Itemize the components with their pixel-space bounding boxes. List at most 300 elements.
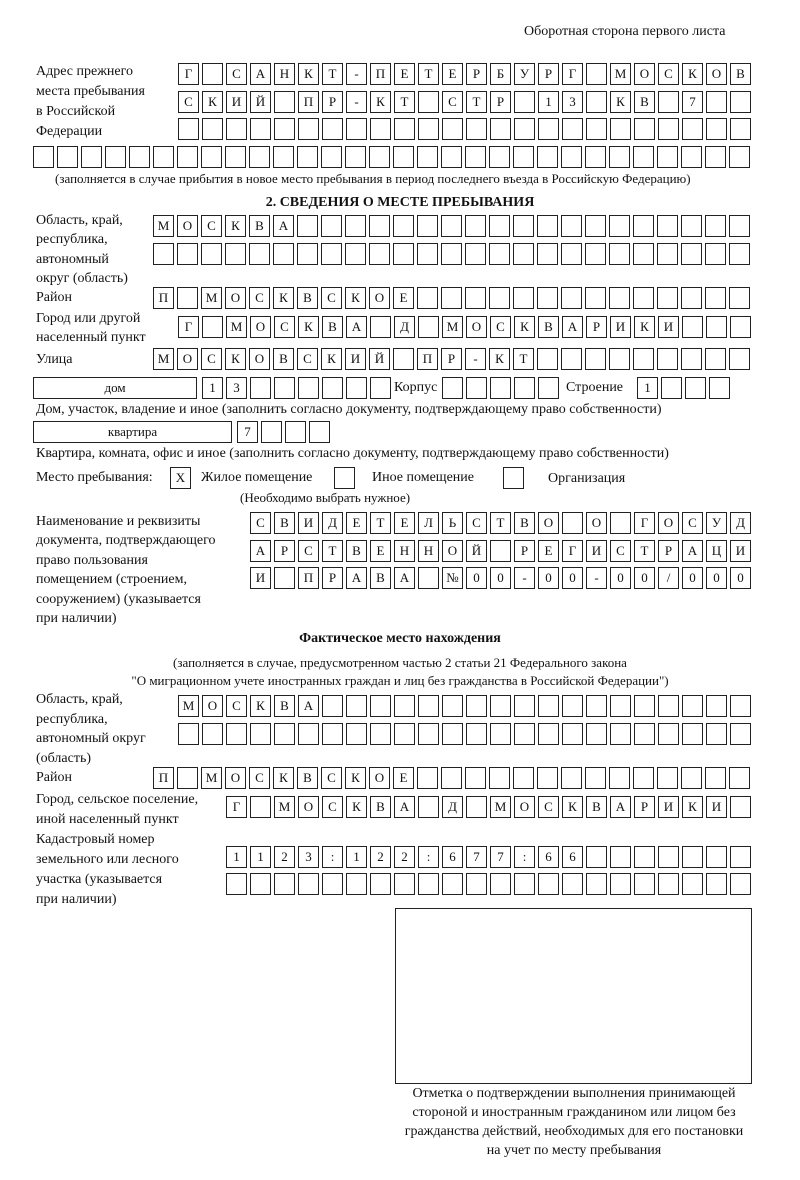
char-cell[interactable] [466,873,487,895]
char-cell[interactable]: М [442,316,463,338]
char-cell[interactable] [682,846,703,868]
char-cell[interactable] [658,873,679,895]
char-cell[interactable]: К [610,91,631,113]
char-cell[interactable] [730,695,751,717]
char-cell[interactable] [370,377,391,399]
char-cell[interactable]: С [249,287,270,309]
char-cell[interactable] [585,348,606,370]
char-cell[interactable] [730,873,751,895]
char-cell[interactable]: М [153,348,174,370]
char-cell[interactable] [250,377,271,399]
char-cell[interactable]: - [346,91,367,113]
char-cell[interactable] [657,287,678,309]
char-cell[interactable] [729,243,750,265]
char-cell[interactable]: У [514,63,535,85]
char-cell[interactable] [561,243,582,265]
char-cell[interactable]: И [298,512,319,534]
char-cell[interactable] [681,767,702,789]
char-cell[interactable]: / [658,567,679,589]
char-cell[interactable] [709,377,730,399]
char-cell[interactable]: В [538,316,559,338]
char-cell[interactable] [538,873,559,895]
char-cell[interactable]: М [178,695,199,717]
char-cell[interactable] [610,846,631,868]
char-cell[interactable] [273,146,294,168]
char-cell[interactable]: С [610,540,631,562]
char-cell[interactable] [537,215,558,237]
char-cell[interactable] [657,243,678,265]
char-cell[interactable]: А [298,695,319,717]
char-cell[interactable]: 2 [394,846,415,868]
char-cell[interactable] [465,243,486,265]
char-cell[interactable] [57,146,78,168]
char-cell[interactable] [730,846,751,868]
char-cell[interactable]: Д [442,796,463,818]
char-cell[interactable]: К [273,287,294,309]
char-cell[interactable]: О [249,348,270,370]
char-cell[interactable]: 1 [637,377,658,399]
char-cell[interactable] [561,287,582,309]
char-cell[interactable] [562,118,583,140]
char-cell[interactable]: В [586,796,607,818]
char-cell[interactable] [586,91,607,113]
char-cell[interactable] [586,118,607,140]
char-cell[interactable] [418,873,439,895]
char-cell[interactable] [490,695,511,717]
char-cell[interactable]: К [370,91,391,113]
char-cell[interactable]: 0 [682,567,703,589]
char-cell[interactable] [706,316,727,338]
char-cell[interactable] [322,723,343,745]
char-cell[interactable] [345,243,366,265]
char-cell[interactable]: 0 [562,567,583,589]
char-cell[interactable]: - [346,63,367,85]
char-cell[interactable] [514,118,535,140]
char-cell[interactable] [274,723,295,745]
char-cell[interactable] [442,873,463,895]
char-cell[interactable] [298,118,319,140]
char-cell[interactable]: О [225,767,246,789]
char-cell[interactable] [586,873,607,895]
char-cell[interactable]: Т [513,348,534,370]
char-cell[interactable] [250,723,271,745]
char-cell[interactable] [513,767,534,789]
char-cell[interactable]: 6 [538,846,559,868]
char-cell[interactable] [322,873,343,895]
char-cell[interactable] [730,796,751,818]
char-cell[interactable] [201,243,222,265]
char-cell[interactable]: П [298,567,319,589]
char-cell[interactable]: Й [369,348,390,370]
char-cell[interactable]: Ц [706,540,727,562]
char-cell[interactable] [513,287,534,309]
char-cell[interactable]: П [370,63,391,85]
char-cell[interactable]: Й [250,91,271,113]
char-cell[interactable]: С [298,540,319,562]
char-cell[interactable]: М [153,215,174,237]
char-cell[interactable]: 0 [466,567,487,589]
char-cell[interactable] [657,215,678,237]
char-cell[interactable] [561,767,582,789]
char-cell[interactable]: 2 [274,846,295,868]
char-cell[interactable]: 7 [237,421,258,443]
char-cell[interactable] [417,215,438,237]
char-cell[interactable] [465,146,486,168]
char-cell[interactable]: М [226,316,247,338]
char-cell[interactable]: А [346,567,367,589]
char-cell[interactable] [562,873,583,895]
char-cell[interactable] [274,118,295,140]
char-cell[interactable] [634,723,655,745]
char-cell[interactable] [489,215,510,237]
char-cell[interactable] [370,316,391,338]
char-cell[interactable] [225,243,246,265]
char-cell[interactable]: О [514,796,535,818]
char-cell[interactable] [297,215,318,237]
char-cell[interactable]: Р [322,91,343,113]
char-cell[interactable] [274,873,295,895]
char-cell[interactable]: 6 [442,846,463,868]
char-cell[interactable]: Г [226,796,247,818]
char-cell[interactable]: 1 [202,377,223,399]
char-cell[interactable]: 7 [466,846,487,868]
char-cell[interactable]: 3 [562,91,583,113]
char-cell[interactable] [657,146,678,168]
char-cell[interactable] [393,215,414,237]
char-cell[interactable]: Р [490,91,511,113]
char-cell[interactable] [369,243,390,265]
char-cell[interactable]: О [466,316,487,338]
char-cell[interactable] [177,287,198,309]
char-cell[interactable] [634,873,655,895]
char-cell[interactable] [729,215,750,237]
char-cell[interactable] [514,91,535,113]
char-cell[interactable] [417,146,438,168]
char-cell[interactable] [706,873,727,895]
char-cell[interactable] [658,118,679,140]
char-cell[interactable]: И [586,540,607,562]
char-cell[interactable] [609,146,630,168]
char-cell[interactable] [250,873,271,895]
char-cell[interactable] [298,723,319,745]
char-cell[interactable]: О [177,348,198,370]
char-cell[interactable]: И [226,91,247,113]
char-cell[interactable] [682,118,703,140]
char-cell[interactable] [441,215,462,237]
char-cell[interactable] [153,243,174,265]
char-cell[interactable]: Т [322,63,343,85]
char-cell[interactable]: О [369,767,390,789]
char-cell[interactable]: 3 [298,846,319,868]
char-cell[interactable]: И [658,796,679,818]
char-cell[interactable]: М [610,63,631,85]
char-cell[interactable] [514,377,535,399]
char-cell[interactable]: Д [730,512,751,534]
char-cell[interactable] [394,118,415,140]
char-cell[interactable]: С [249,767,270,789]
char-cell[interactable]: У [706,512,727,534]
char-cell[interactable] [418,316,439,338]
char-cell[interactable] [274,567,295,589]
char-cell[interactable]: Т [466,91,487,113]
char-cell[interactable] [585,767,606,789]
char-cell[interactable] [129,146,150,168]
char-cell[interactable]: Д [322,512,343,534]
char-cell[interactable]: 0 [706,567,727,589]
char-cell[interactable] [610,118,631,140]
char-cell[interactable]: К [345,767,366,789]
char-cell[interactable]: Т [322,540,343,562]
char-cell[interactable] [586,63,607,85]
char-cell[interactable]: К [345,287,366,309]
char-cell[interactable]: Н [394,540,415,562]
char-cell[interactable] [585,287,606,309]
char-cell[interactable]: 1 [538,91,559,113]
char-cell[interactable] [346,873,367,895]
char-cell[interactable]: К [562,796,583,818]
char-cell[interactable]: Г [178,316,199,338]
char-cell[interactable]: Т [370,512,391,534]
char-cell[interactable]: В [370,796,391,818]
char-cell[interactable]: В [346,540,367,562]
char-cell[interactable]: П [153,287,174,309]
char-cell[interactable] [585,146,606,168]
char-cell[interactable]: Р [441,348,462,370]
char-cell[interactable] [466,377,487,399]
char-cell[interactable] [81,146,102,168]
char-cell[interactable] [537,348,558,370]
char-cell[interactable] [466,118,487,140]
char-cell[interactable]: С [250,512,271,534]
char-cell[interactable] [610,512,631,534]
char-cell[interactable] [346,377,367,399]
char-cell[interactable] [682,873,703,895]
char-cell[interactable] [658,695,679,717]
char-cell[interactable]: Г [562,63,583,85]
char-cell[interactable] [706,695,727,717]
char-cell[interactable] [441,243,462,265]
char-cell[interactable] [729,146,750,168]
char-cell[interactable]: Е [393,287,414,309]
char-cell[interactable] [297,146,318,168]
char-cell[interactable]: К [298,316,319,338]
char-cell[interactable]: - [514,567,535,589]
char-cell[interactable]: С [178,91,199,113]
char-cell[interactable]: В [514,512,535,534]
char-cell[interactable] [418,796,439,818]
char-cell[interactable] [610,695,631,717]
char-cell[interactable]: С [297,348,318,370]
char-cell[interactable]: : [322,846,343,868]
char-cell[interactable]: М [201,287,222,309]
char-cell[interactable] [537,146,558,168]
char-cell[interactable] [609,215,630,237]
char-cell[interactable]: С [658,63,679,85]
char-cell[interactable] [346,118,367,140]
char-cell[interactable]: С [538,796,559,818]
char-cell[interactable] [466,695,487,717]
char-cell[interactable] [489,287,510,309]
char-cell[interactable]: С [321,287,342,309]
char-cell[interactable]: Е [394,512,415,534]
char-cell[interactable]: Р [466,63,487,85]
char-cell[interactable] [513,215,534,237]
char-cell[interactable] [442,723,463,745]
char-cell[interactable] [346,695,367,717]
char-cell[interactable]: К [225,215,246,237]
char-cell[interactable] [633,215,654,237]
char-cell[interactable]: К [298,63,319,85]
char-cell[interactable] [441,287,462,309]
char-cell[interactable] [202,316,223,338]
char-cell[interactable] [297,243,318,265]
char-cell[interactable]: В [274,695,295,717]
char-cell[interactable]: А [610,796,631,818]
char-cell[interactable] [514,873,535,895]
char-cell[interactable]: Г [562,540,583,562]
char-cell[interactable] [561,215,582,237]
char-cell[interactable] [466,796,487,818]
char-cell[interactable] [609,287,630,309]
char-cell[interactable]: В [322,316,343,338]
char-cell[interactable]: Е [394,63,415,85]
char-cell[interactable]: Н [274,63,295,85]
char-cell[interactable] [201,146,222,168]
char-cell[interactable]: С [321,767,342,789]
char-cell[interactable] [586,846,607,868]
char-cell[interactable]: К [514,316,535,338]
char-cell[interactable] [562,723,583,745]
char-cell[interactable] [322,695,343,717]
char-cell[interactable] [490,540,511,562]
char-cell[interactable] [513,243,534,265]
char-cell[interactable] [585,243,606,265]
char-cell[interactable] [562,695,583,717]
char-cell[interactable]: 0 [490,567,511,589]
char-cell[interactable] [609,243,630,265]
char-cell[interactable] [417,767,438,789]
char-cell[interactable] [309,421,330,443]
char-cell[interactable] [681,243,702,265]
char-cell[interactable] [633,767,654,789]
char-cell[interactable] [730,316,751,338]
char-cell[interactable] [657,348,678,370]
char-cell[interactable]: М [490,796,511,818]
char-cell[interactable]: О [658,512,679,534]
char-cell[interactable] [633,146,654,168]
char-cell[interactable]: О [177,215,198,237]
char-cell[interactable] [322,118,343,140]
char-cell[interactable] [202,723,223,745]
char-cell[interactable] [706,723,727,745]
char-cell[interactable] [730,118,751,140]
char-cell[interactable] [105,146,126,168]
char-cell[interactable] [634,118,655,140]
char-cell[interactable] [370,723,391,745]
char-cell[interactable] [538,723,559,745]
char-cell[interactable] [610,723,631,745]
char-cell[interactable]: М [274,796,295,818]
char-cell[interactable] [489,767,510,789]
char-cell[interactable] [370,873,391,895]
char-cell[interactable]: И [250,567,271,589]
char-cell[interactable]: К [273,767,294,789]
char-cell[interactable] [393,146,414,168]
char-cell[interactable] [489,146,510,168]
char-cell[interactable]: К [346,796,367,818]
char-cell[interactable]: В [273,348,294,370]
char-cell[interactable]: А [394,796,415,818]
char-cell[interactable]: А [394,567,415,589]
char-cell[interactable] [370,118,391,140]
char-cell[interactable] [658,723,679,745]
char-cell[interactable] [538,695,559,717]
char-cell[interactable] [658,846,679,868]
flat-type-field[interactable]: квартира [33,421,232,443]
char-cell[interactable] [609,767,630,789]
char-cell[interactable] [682,316,703,338]
char-cell[interactable] [346,723,367,745]
char-cell[interactable] [394,723,415,745]
char-cell[interactable]: 0 [634,567,655,589]
char-cell[interactable] [513,146,534,168]
char-cell[interactable] [586,695,607,717]
char-cell[interactable] [226,873,247,895]
char-cell[interactable]: 2 [370,846,391,868]
char-cell[interactable]: 1 [226,846,247,868]
char-cell[interactable] [705,287,726,309]
char-cell[interactable] [705,243,726,265]
char-cell[interactable]: В [370,567,391,589]
char-cell[interactable] [634,846,655,868]
char-cell[interactable]: 0 [730,567,751,589]
char-cell[interactable] [249,146,270,168]
char-cell[interactable]: Е [346,512,367,534]
char-cell[interactable] [681,348,702,370]
char-cell[interactable] [682,695,703,717]
char-cell[interactable]: С [226,695,247,717]
char-cell[interactable] [609,348,630,370]
char-cell[interactable] [177,767,198,789]
char-cell[interactable] [633,243,654,265]
char-cell[interactable] [490,118,511,140]
char-cell[interactable] [345,215,366,237]
char-cell[interactable] [418,118,439,140]
stay-checkbox-organization[interactable] [503,467,524,489]
char-cell[interactable] [418,695,439,717]
char-cell[interactable] [465,215,486,237]
char-cell[interactable]: Т [394,91,415,113]
char-cell[interactable]: 3 [226,377,247,399]
house-type-field[interactable]: дом [33,377,197,399]
char-cell[interactable] [393,348,414,370]
char-cell[interactable]: В [730,63,751,85]
char-cell[interactable] [369,146,390,168]
char-cell[interactable]: К [634,316,655,338]
char-cell[interactable] [202,63,223,85]
char-cell[interactable] [441,146,462,168]
char-cell[interactable] [225,146,246,168]
char-cell[interactable]: В [249,215,270,237]
char-cell[interactable]: А [273,215,294,237]
char-cell[interactable]: К [682,796,703,818]
char-cell[interactable] [442,377,463,399]
char-cell[interactable] [538,377,559,399]
char-cell[interactable] [274,377,295,399]
char-cell[interactable] [634,695,655,717]
char-cell[interactable]: О [634,63,655,85]
char-cell[interactable] [561,146,582,168]
